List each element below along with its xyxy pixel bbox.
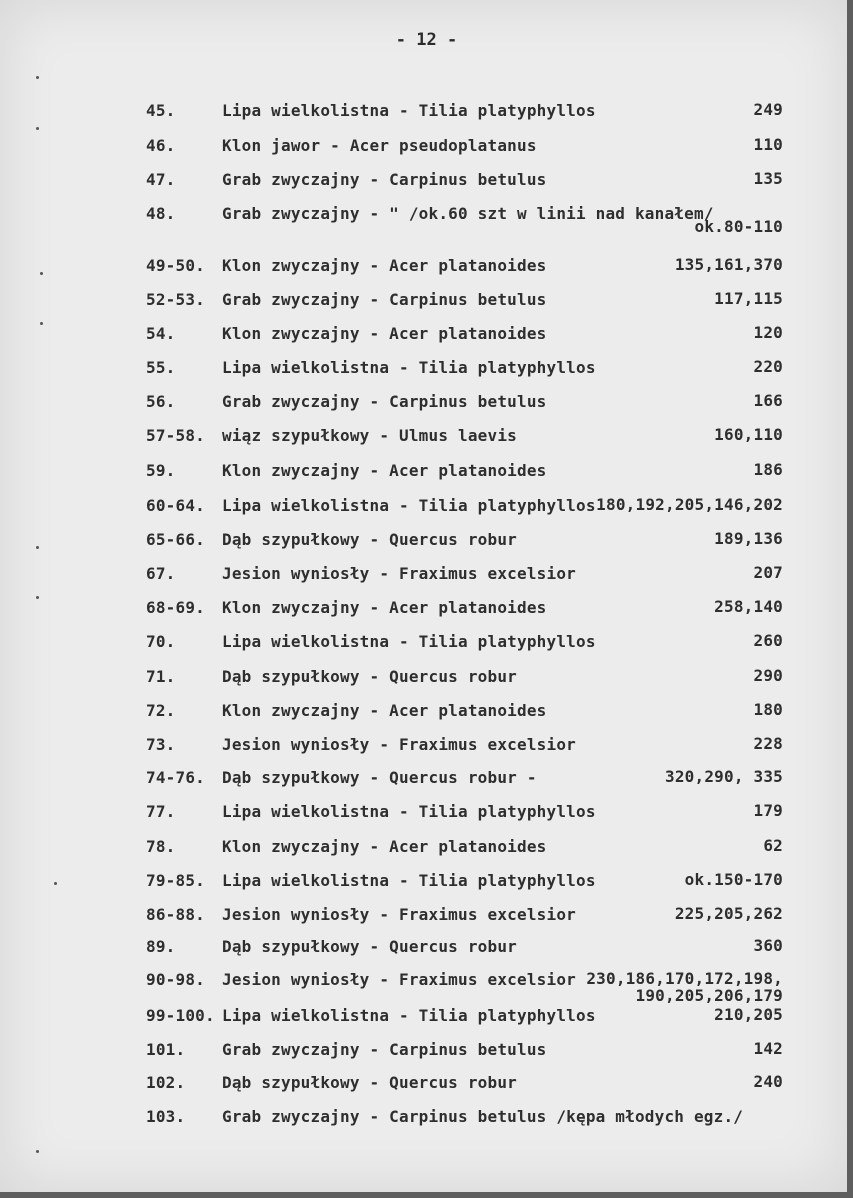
circumference-value: 360 [753, 936, 783, 955]
list-item [0, 735, 847, 761]
list-item [0, 837, 847, 863]
item-number: 73. [146, 735, 176, 754]
item-number: 78. [146, 837, 176, 856]
item-number: 68-69. [146, 598, 205, 617]
list-item [0, 136, 847, 162]
species-name: Dąb szypułkowy - Quercus robur [222, 530, 517, 549]
species-name: Lipa wielkolistna - Tilia platyphyllos [222, 358, 596, 377]
list-item [0, 392, 847, 418]
list-item [0, 290, 847, 316]
list-item [0, 256, 847, 282]
species-name: Jesion wyniosły - Fraximus excelsior [222, 970, 576, 989]
scan-speck [40, 322, 43, 325]
species-name: Grab zwyczajny - " /ok.60 szt w linii nad kanałem/ [222, 204, 714, 223]
circumference-value: 180 [753, 700, 783, 719]
list-item [0, 667, 847, 693]
item-number: 57-58. [146, 426, 205, 445]
circumference-value: 210,205 [714, 1005, 783, 1024]
item-number: 48. [146, 204, 176, 223]
list-item [0, 1073, 847, 1099]
species-name: Grab zwyczajny - Carpinus betulus [222, 170, 547, 189]
item-number: 59. [146, 461, 176, 480]
item-number: 72. [146, 701, 176, 720]
list-item [0, 768, 847, 794]
list-item [0, 358, 847, 384]
list-item [0, 871, 847, 897]
item-number: 49-50. [146, 256, 205, 275]
item-number: 77. [146, 802, 176, 821]
list-item [0, 461, 847, 487]
item-number: 55. [146, 358, 176, 377]
species-name: Grab zwyczajny - Carpinus betulus /kępa młodych egz./ [222, 1107, 744, 1126]
list-item [0, 1006, 847, 1032]
species-name: Grab zwyczajny - Carpinus betulus [222, 290, 547, 309]
circumference-value: ok.150-170 [684, 870, 783, 889]
circumference-value: 120 [753, 323, 783, 342]
item-number: 103. [146, 1107, 186, 1126]
species-name: Dąb szypułkowy - Quercus robur [222, 937, 517, 956]
circumference-value: 189,136 [714, 529, 783, 548]
circumference-value: 180,192,205,146,202 [596, 495, 783, 514]
list-item [0, 905, 847, 931]
circumference-value: 110 [753, 135, 783, 154]
scan-border-right [847, 0, 853, 1198]
circumference-value: 225,205,262 [674, 904, 783, 923]
species-name: Lipa wielkolistna - Tilia platyphyllos [222, 496, 596, 515]
circumference-value: ok.80-110 [694, 217, 783, 236]
item-number: 79-85. [146, 871, 205, 890]
list-item [0, 969, 847, 1005]
species-name: Jesion wyniosły - Fraximus excelsior [222, 564, 576, 583]
item-number: 54. [146, 324, 176, 343]
species-name: Lipa wielkolistna - Tilia platyphyllos [222, 802, 596, 821]
circumference-value: 62 [763, 836, 783, 855]
circumference-value: 142 [753, 1039, 783, 1058]
list-item [0, 324, 847, 350]
species-name: Dąb szypułkowy - Quercus robur [222, 1073, 517, 1092]
list-item [0, 496, 847, 522]
species-name: Klon zwyczajny - Acer platanoides [222, 324, 547, 343]
species-name: Klon zwyczajny - Acer platanoides [222, 598, 547, 617]
list-item [0, 1107, 847, 1133]
species-name: Grab zwyczajny - Carpinus betulus [222, 392, 547, 411]
item-number: 47. [146, 170, 176, 189]
item-number: 52-53. [146, 290, 205, 309]
species-name: Lipa wielkolistna - Tilia platyphyllos [222, 1006, 596, 1025]
scan-speck [36, 127, 39, 130]
item-number: 74-76. [146, 768, 205, 787]
species-name: Lipa wielkolistna - Tilia platyphyllos [222, 632, 596, 651]
list-item [0, 937, 847, 963]
circumference-value: 249 [753, 100, 783, 119]
item-number: 86-88. [146, 905, 205, 924]
circumference-value: 220 [753, 357, 783, 376]
circumference-value: 207 [753, 563, 783, 582]
item-number: 70. [146, 632, 176, 651]
species-name: Klon zwyczajny - Acer platanoides [222, 837, 547, 856]
species-name: Dąb szypułkowy - Quercus robur [222, 667, 517, 686]
list-item [0, 101, 847, 127]
list-item [0, 701, 847, 727]
species-name: Klon jawor - Acer pseudoplatanus [222, 136, 537, 155]
scan-speck [36, 76, 39, 79]
item-number: 99-100. [146, 1006, 215, 1025]
scan-border-bottom [0, 1192, 853, 1198]
circumference-value: 228 [753, 734, 783, 753]
species-name: Dąb szypułkowy - Quercus robur - [222, 768, 537, 787]
list-item [0, 170, 847, 196]
species-name: Klon zwyczajny - Acer platanoides [222, 461, 547, 480]
species-name: wiąz szypułkowy - Ulmus laevis [222, 426, 517, 445]
circumference-value: 166 [753, 391, 783, 410]
circumference-value: 135 [753, 169, 783, 188]
circumference-value: 179 [753, 801, 783, 820]
scan-speck [54, 882, 57, 885]
item-number: 65-66. [146, 530, 205, 549]
species-name: Klon zwyczajny - Acer platanoides [222, 701, 547, 720]
circumference-value: 186 [753, 460, 783, 479]
species-name: Grab zwyczajny - Carpinus betulus [222, 1040, 547, 1059]
list-item [0, 426, 847, 452]
scan-speck [40, 272, 43, 275]
page-number: - 12 - [395, 30, 458, 50]
list-item [0, 204, 847, 236]
item-number: 101. [146, 1040, 186, 1059]
item-number: 90-98. [146, 970, 205, 989]
circumference-value: 135,161,370 [674, 255, 783, 274]
list-item [0, 802, 847, 828]
list-item [0, 564, 847, 590]
list-item [0, 1040, 847, 1066]
item-number: 46. [146, 136, 176, 155]
scan-speck [36, 546, 39, 549]
circumference-value: 290 [753, 666, 783, 685]
species-name: Lipa wielkolistna - Tilia platyphyllos [222, 871, 596, 890]
species-name: Jesion wyniosły - Fraximus excelsior [222, 735, 576, 754]
species-name: Klon zwyczajny - Acer platanoides [222, 256, 547, 275]
circumference-value: 160,110 [714, 425, 783, 444]
item-number: 102. [146, 1073, 186, 1092]
circumference-value: 320,290, 335 [665, 767, 783, 786]
scan-speck [36, 596, 39, 599]
item-number: 89. [146, 937, 176, 956]
item-number: 67. [146, 564, 176, 583]
circumference-value: 117,115 [714, 289, 783, 308]
item-number: 71. [146, 667, 176, 686]
list-item [0, 598, 847, 624]
circumference-value: 230,186,170,172,198, 190,205,206,179 [586, 969, 783, 1005]
list-item [0, 530, 847, 556]
circumference-value: 260 [753, 631, 783, 650]
species-name: Jesion wyniosły - Fraximus excelsior [222, 905, 576, 924]
circumference-value: 240 [753, 1072, 783, 1091]
species-name: Lipa wielkolistna - Tilia platyphyllos [222, 101, 596, 120]
scan-speck [36, 1150, 39, 1153]
item-number: 56. [146, 392, 176, 411]
item-number: 60-64. [146, 496, 205, 515]
list-item [0, 632, 847, 658]
circumference-value: 258,140 [714, 597, 783, 616]
item-number: 45. [146, 101, 176, 120]
